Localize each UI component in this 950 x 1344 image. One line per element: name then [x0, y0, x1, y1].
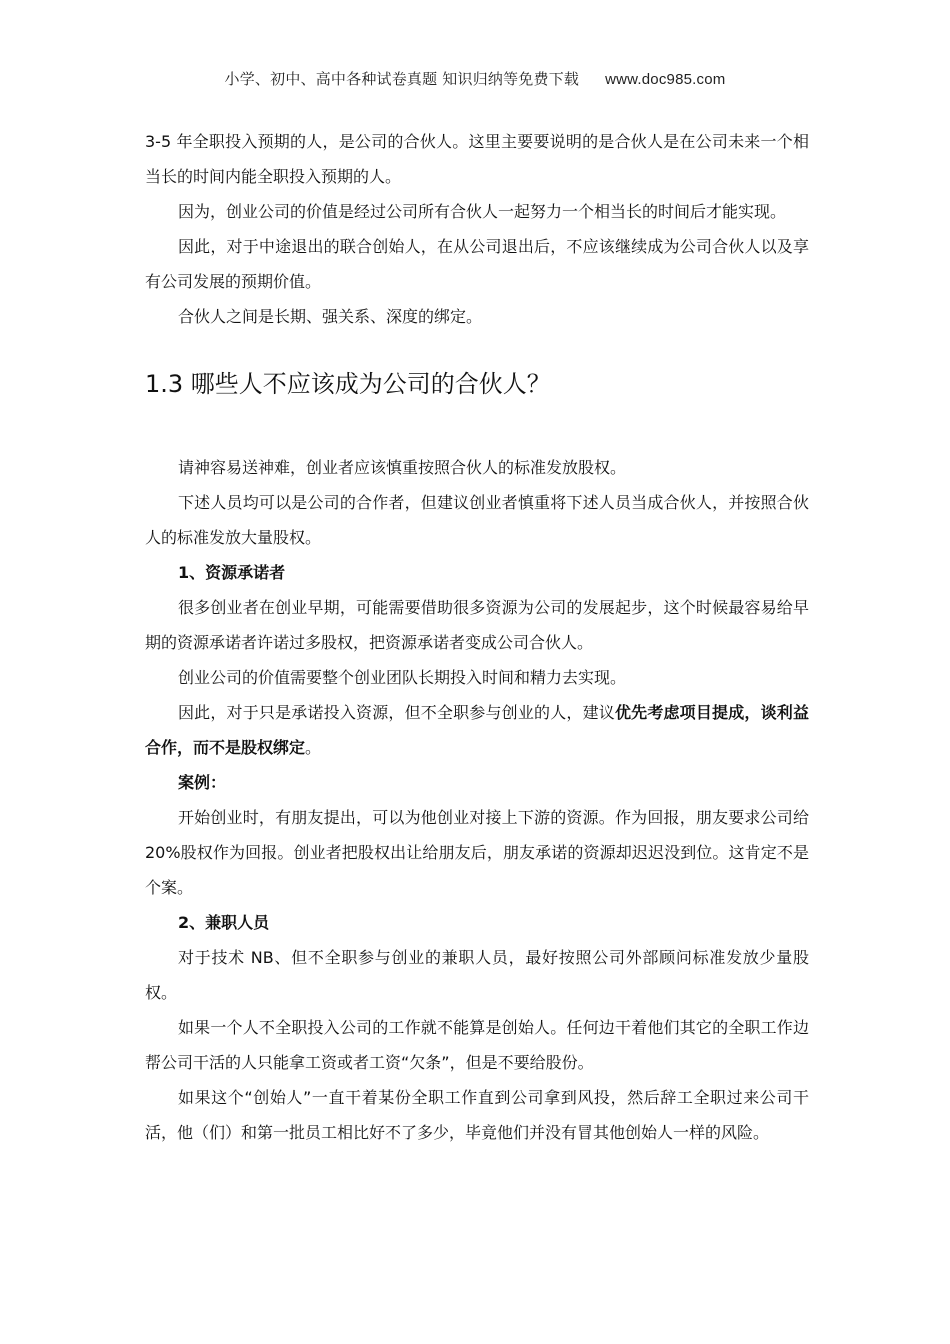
section-heading: 1.3 哪些人不应该成为公司的合伙人？ [145, 370, 551, 398]
header-url[interactable]: www.doc985.com [605, 71, 726, 88]
paragraph: 如果这个“创始人”一直干着某份全职工作直到公司拿到风投，然后辞工全职过来公司干活，他（们）和第一批员工相比好不了多少，毕竟他们并没有冒其他创始人一样的风险。 [145, 1088, 809, 1142]
paragraph-recommendation [145, 695, 809, 765]
paragraph: 开始创业时，有朋友提出，可以为他创业对接上下游的资源。作为回报，朋友要求公司给 20%股权作为回报。创业者把股权出让给朋友后，朋友承诺的资源却迟迟没到位。这肯定不是个案。 [145, 808, 809, 897]
paragraph: 因此，对于中途退出的联合创始人，在从公司退出后，不应该继续成为公司合伙人以及享有公司发展的预期价值。 [145, 237, 809, 291]
document-body [145, 124, 809, 1150]
paragraph: 创业公司的价值需要整个创业团队长期投入时间和精力去实现。 [178, 668, 627, 687]
paragraph: 因为，创业公司的价值是经过公司所有合伙人一起努力一个相当长的时间后才能实现。 [178, 202, 787, 221]
paragraph: 很多创业者在创业早期，可能需要借助很多资源为公司的发展起步，这个时候最容易给早期的资源承诺者许诺过多股权，把资源承诺者变成公司合伙人。 [145, 598, 809, 652]
paragraph: 合伙人之间是长期、强关系、深度的绑定。 [178, 307, 483, 326]
header-text: 小学、初中、高中各种试卷真题 知识归纳等免费下载 [224, 70, 580, 88]
paragraph: 如果一个人不全职投入公司的工作就不能算是创始人。任何边干着他们其它的全职工作边帮公司干活的人只能拿工资或者工资“欠条”，但是不要给股份。 [145, 1018, 809, 1072]
subheading-resource-promisers: 1、资源承诺者 [178, 563, 286, 582]
page-header [0, 68, 950, 89]
paragraph: 请神容易送神难，创业者应该慎重按照合伙人的标准发放股权。 [178, 458, 627, 477]
paragraph: 3-5 年全职投入预期的人，是公司的合伙人。这里主要要说明的是合伙人是在公司未来一个相当长的时间内能全职投入预期的人。 [145, 132, 809, 186]
recommendation-end: 。 [305, 738, 322, 757]
subheading-part-time: 2、兼职人员 [178, 913, 270, 932]
recommendation-bold: 优先考虑项目提成，谈利益合作，而不是股权绑定 [145, 703, 809, 757]
paragraph: 对于技术 NB、但不全职参与创业的兼职人员，最好按照公司外部顾问标准发放少量股权。 [145, 948, 809, 1002]
paragraph: 下述人员均可以是公司的合作者，但建议创业者慎重将下述人员当成合伙人，并按照合伙人的标准发放大量股权。 [145, 493, 809, 547]
case-label: 案例： [178, 773, 227, 792]
recommendation-lead: 因此，对于只是承诺投入资源，但不全职参与创业的人，建议 [178, 703, 615, 722]
